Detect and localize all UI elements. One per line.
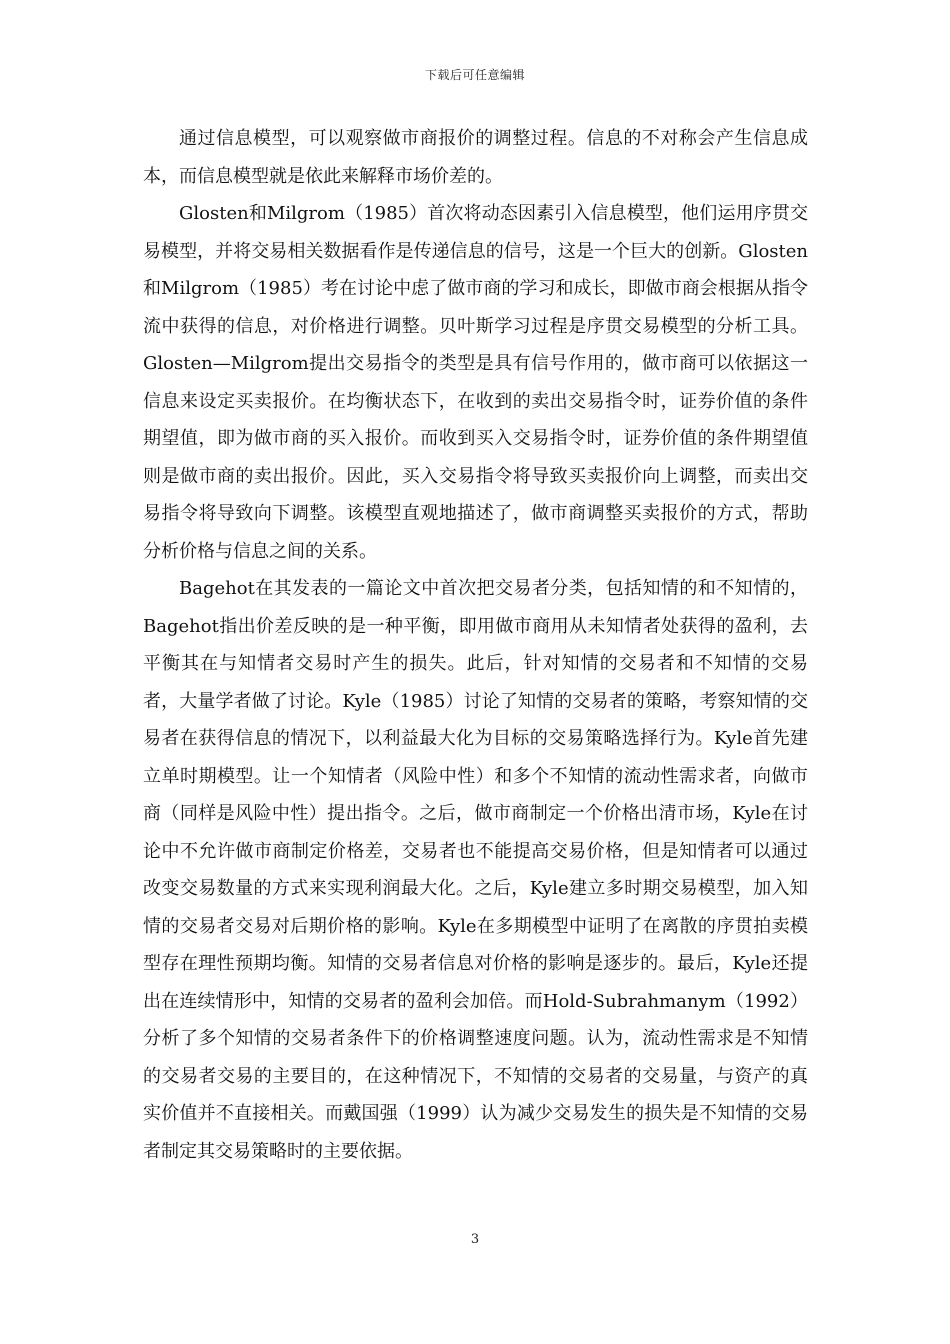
body-text: [143, 120, 808, 1170]
paragraph-3: Bagehot在其发表的一篇论文中首次把交易者分类，包括知情的和不知情的，Bagehot指出价差反映的是一种平衡，即用做市商用从未知情者处获得的盈利，去平衡其在与知情者交易时产生的损失。此后，针对知情的交易者和不知情的交易者，大量学者做了讨论。Kyle（1985）讨论了知情的交易者的策略，考察知情的交易者在获得信息的情况下，以利益最大化为目标的交易策略选择行为。Kyle首先建立单时期模型。让一个知情者（风险中性）和多个不知情的流动性需求者，向做市商（同样是风险中性）提出指令。之后，做市商制定一个价格出清市场，Kyle在讨论中不允许做市商制定价格差，交易者也不能提高交易价格，但是知情者可以通过改变交易数量的方式来实现利润最大化。之后，Kyle建立多时期交易模型，加入知情的交易者交易对后期价格的影响。Kyle在多期模型中证明了在离散的序贯拍卖模型存在理性预期均衡。知情的交易者信息对价格的影响是逐步的。最后，Kyle还提出在连续情形中，知情的交易者的盈利会加倍。而Hold-Subrahmanym（1992）分析了多个知情的交易者条件下的价格调整速度问题。认为，流动性需求是不知情的交易者交易的主要目的，在这种情况下，不知情的交易者的交易量，与资产的真实价值并不直接相关。而戴国强（1999）认为减少交易发生的损失是不知情的交易者制定其交易策略时的主要依据。: [143, 578, 808, 1162]
page-header: 下载后可任意编辑: [424, 68, 525, 82]
paragraph-2: Glosten和Milgrom（1985）首次将动态因素引入信息模型，他们运用序贯交易模型，并将交易相关数据看作是传递信息的信号，这是一个巨大的创新。Glosten和Milgrom（1985）考在讨论中虑了做市商的学习和成长，即做市商会根据从指令流中获得的信息，对价格进行调整。贝叶斯学习过程是序贯交易模型的分析工具。Glosten—Milgrom提出交易指令的类型是具有信号作用的，做市商可以依据这一信息来设定买卖报价。在均衡状态下，在收到的卖出交易指令时，证券价值的条件期望值，即为做市商的买入报价。而收到买入交易指令时，证券价值的条件期望值则是做市商的卖出报价。因此，买入交易指令将导致买卖报价向上调整，而卖出交易指令将导致向下调整。该模型直观地描述了，做市商调整买卖报价的方式，帮助分析价格与信息之间的关系。: [143, 203, 808, 562]
page-number: 3: [470, 1232, 480, 1247]
paragraph-1: 通过信息模型，可以观察做市商报价的调整过程。信息的不对称会产生信息成本，而信息模型就是依此来解释市场价差的。: [143, 128, 808, 187]
